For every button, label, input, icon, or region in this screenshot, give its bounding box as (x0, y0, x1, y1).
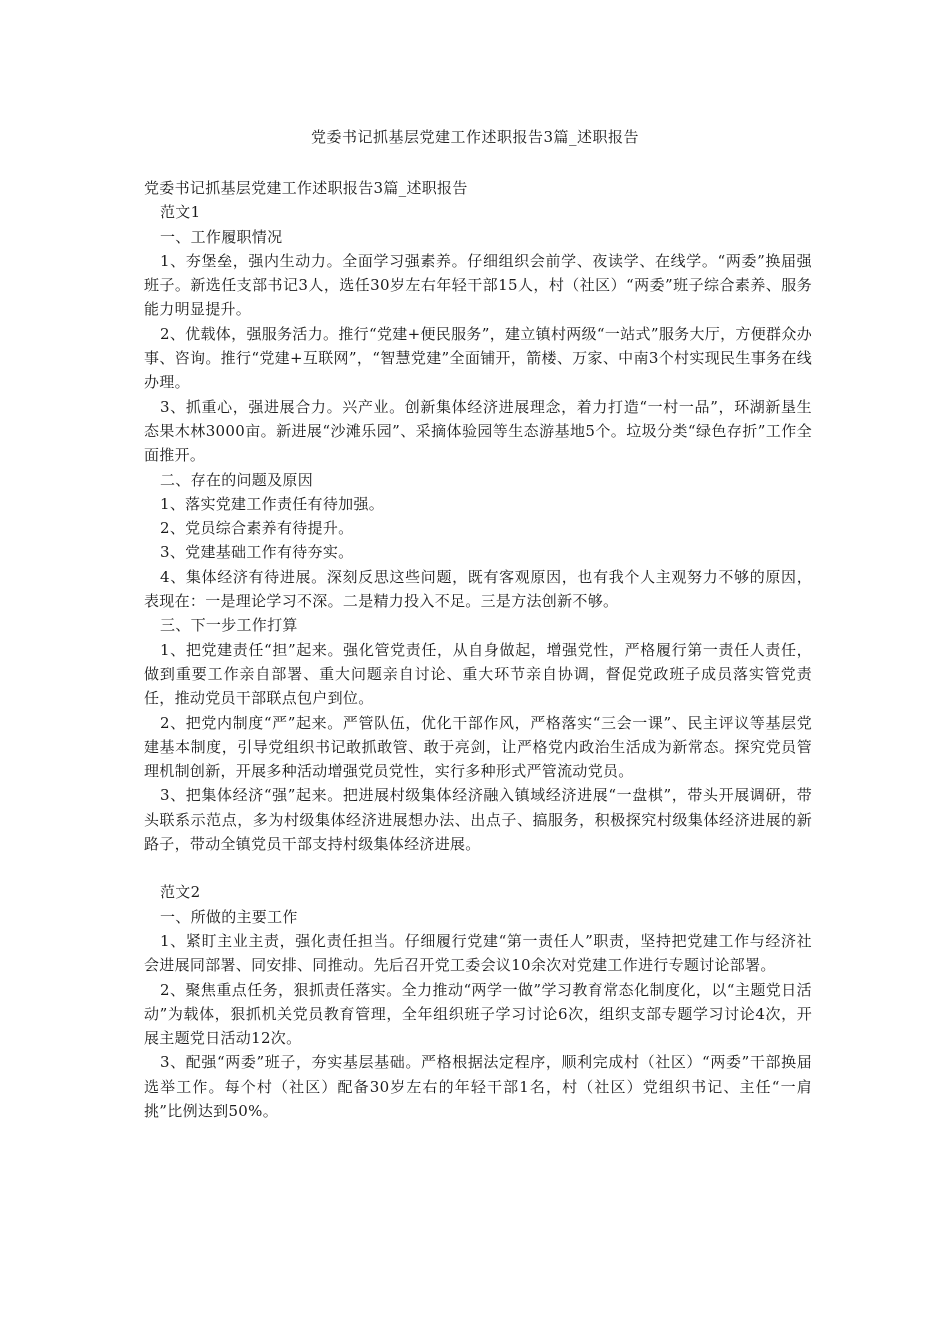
paragraph: 2、把党内制度“严”起来。严管队伍，优化干部作风，严格落实“三会一课”、民主评议等基层党建基本制度，引导党组织书记敢抓敢管、敢于亮剑，让严格党内政治生活成为新常态。探究党员管理机制创新，开展多种活动增强党员党性，实行多种形式严管流动党员。 (144, 713, 812, 781)
paragraph: 2、优载体，强服务活力。推行“党建+便民服务”，建立镇村两级“一站式”服务大厅，方便群众办事、咨询。推行“党建+互联网”，“智慧党建”全面铺开，箭楼、万家、中南3个村实现民生事务在线办理。 (144, 324, 812, 392)
paragraph: 2、党员综合素养有待提升。 (160, 519, 354, 538)
page-title: 党委书记抓基层党建工作述职报告3篇_述职报告 (310, 128, 640, 146)
subheading: 一、所做的主要工作 (160, 907, 298, 926)
paragraph: 3、抓重心，强进展合力。兴产业。创新集体经济进展理念，着力打造“一村一品”，环湖新垦生态果木林3000亩。新进展“沙滩乐园”、采摘体验园等生态游基地5个。垃圾分类“绿色存折”工作全面推开。 (144, 397, 812, 465)
paragraph: 1、把党建责任“担”起来。强化管党责任，从自身做起，增强党性，严格履行第一责任人责任，做到重要工作亲自部署、重大问题亲自讨论、重大环节亲自协调，督促党政班子成员落实管党责任，推动党员干部联点包户到位。 (144, 640, 812, 708)
paragraph: 3、把集体经济“强”起来。把进展村级集体经济融入镇域经济进展“一盘棋”，带头开展调研，带头联系示范点，多为村级集体经济进展想办法、出点子、搞服务，积极探究村级集体经济进展的新路子，带动全镇党员干部支持村级集体经济进展。 (144, 786, 812, 854)
subheading: 二、存在的问题及原因 (160, 470, 314, 489)
document-heading: 党委书记抓基层党建工作述职报告3篇_述职报告 (144, 179, 468, 197)
subheading: 三、下一步工作打算 (160, 616, 298, 635)
section-label: 范文1 (160, 203, 201, 222)
paragraph: 2、聚焦重点任务，狠抓责任落实。全力推动“两学一做”学习教育常态化制度化，以“主题党日活动”为载体，狠抓机关党员教育管理，全年组织班子学习讨论6次，组织支部专题学习讨论4次，开展主题党日活动12次。 (144, 980, 812, 1048)
paragraph: 1、紧盯主业主责，强化责任担当。仔细履行党建“第一责任人”职责，坚持把党建工作与经济社会进展同部署、同安排、同推动。先后召开党工委会议10余次对党建工作进行专题讨论部署。 (144, 931, 812, 975)
section-label: 范文2 (160, 883, 201, 902)
subheading: 一、工作履职情况 (160, 227, 283, 246)
section-spacer (144, 856, 812, 880)
paragraph: 3、配强“两委”班子，夯实基层基础。严格根据法定程序，顺利完成村（社区）“两委”干部换届选举工作。每个村（社区）配备30岁左右的年轻干部1名，村（社区）党组织书记、主任“一肩挑”比例达到50%。 (144, 1053, 812, 1120)
document-body (144, 176, 812, 1123)
paragraph: 1、落实党建工作责任有待加强。 (160, 494, 385, 513)
paragraph: 1、夯堡垒，强内生动力。全面学习强素养。仔细组织会前学、夜读学、在线学。“两委”换届强班子。新选任支部书记3人，选任30岁左右年轻干部15人，村（社区）“两委”班子综合素养、服务能力明显提升。 (144, 251, 812, 319)
paragraph: 3、党建基础工作有待夯实。 (160, 543, 354, 562)
paragraph: 4、集体经济有待进展。深刻反思这些问题，既有客观原因，也有我个人主观努力不够的原因，表现在：一是理论学习不深。二是精力投入不足。三是方法创新不够。 (144, 567, 812, 611)
